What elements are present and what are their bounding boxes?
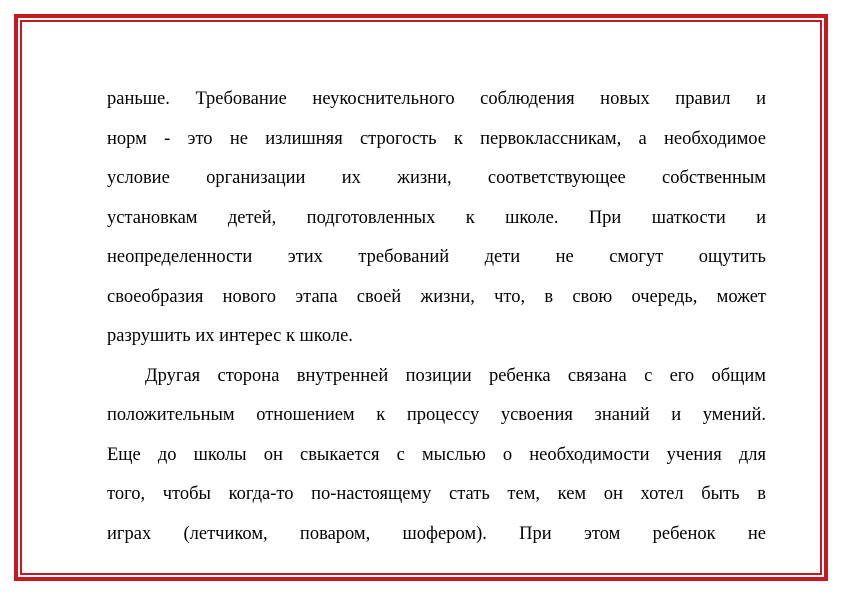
- document-text: [107, 80, 766, 554]
- text-line: неопределенности этих требований дети не смогут ощутить: [107, 247, 766, 267]
- text-line-paragraph-end: разрушить их интерес к школе.: [107, 326, 353, 346]
- text-line: положительным отношением к процессу усвоения знаний и умений.: [107, 405, 766, 425]
- text-line: условие организации их жизни, соответствующее собственным: [107, 168, 766, 188]
- text-line: своеобразия нового этапа своей жизни, что, в свою очередь, может: [107, 286, 766, 307]
- text-line-paragraph-start: Другая сторона внутренней позиции ребенка связана с его общим: [145, 365, 766, 386]
- text-line: Еще до школы он свыкается с мыслью о необходимости учения для: [107, 444, 766, 465]
- text-line: того, чтобы когда-то по-настоящему стать тем, кем он хотел быть в: [107, 484, 766, 504]
- text-line: норм - это не излишняя строгость к первоклассникам, а необходимое: [107, 128, 766, 149]
- text-line: установкам детей, подготовленных к школе. При шаткости и: [107, 207, 766, 228]
- text-line: играх (летчиком, поваром, шофером). При этом ребенок не: [107, 523, 766, 544]
- text-line: раньше. Требование неукоснительного соблюдения новых правил и: [107, 89, 766, 109]
